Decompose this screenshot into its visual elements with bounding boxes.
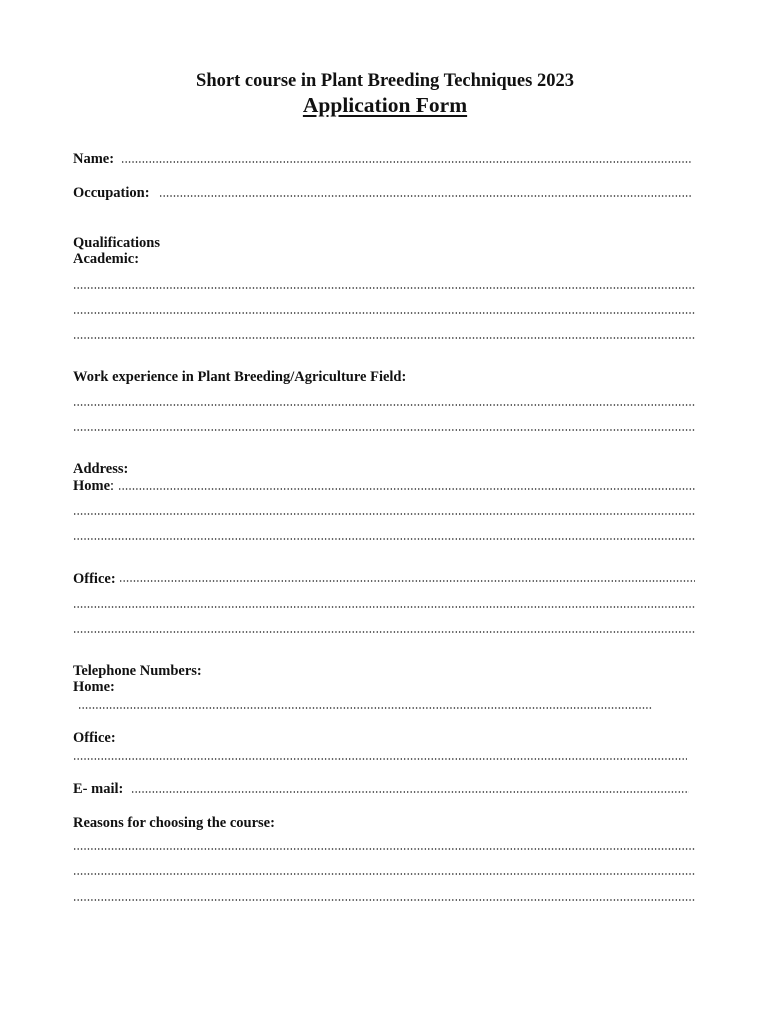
telephone-office-field-line[interactable]: [73, 757, 687, 761]
office-address-label: Office:: [73, 571, 116, 587]
academic-field-line-2[interactable]: [73, 311, 695, 315]
home-address-field-line-2[interactable]: [73, 512, 695, 516]
academic-label: Academic:: [73, 251, 140, 267]
address-label: Address:: [73, 461, 129, 477]
telephone-home-label: Home:: [73, 679, 115, 695]
telephone-numbers-label: Telephone Numbers:: [73, 663, 202, 679]
home-address-field-line-1[interactable]: [118, 487, 695, 491]
home-address-label-colon: :: [110, 478, 115, 494]
academic-field-line-3[interactable]: [73, 336, 695, 340]
qualifications-label: Qualifications: [73, 235, 161, 251]
reasons-field-line-3[interactable]: [73, 898, 695, 902]
reasons-label: Reasons for choosing the course:: [73, 815, 275, 831]
work-experience-label: Work experience in Plant Breeding/Agriculture Field:: [73, 369, 407, 385]
work-experience-field-line-2[interactable]: [73, 428, 695, 432]
telephone-home-field-line[interactable]: [78, 706, 652, 710]
office-address-field-line-3[interactable]: [73, 630, 695, 634]
occupation-field-line[interactable]: [159, 194, 691, 198]
academic-field-line-1[interactable]: [73, 286, 695, 290]
reasons-field-line-2[interactable]: [73, 872, 695, 876]
home-address-label: [73, 479, 114, 494]
home-address-field-line-3[interactable]: [73, 537, 695, 541]
office-address-field-line-1[interactable]: [119, 579, 695, 583]
work-experience-field-line-1[interactable]: [73, 403, 695, 407]
office-address-field-line-2[interactable]: [73, 605, 695, 609]
email-field-line[interactable]: [131, 790, 689, 794]
email-label: E- mail:: [73, 781, 124, 797]
course-title: Short course in Plant Breeding Techniques 2023: [196, 71, 574, 91]
name-field-line[interactable]: [121, 160, 691, 164]
reasons-field-line-1[interactable]: [73, 847, 695, 851]
name-label: Name:: [73, 151, 115, 167]
telephone-office-label: Office:: [73, 730, 116, 746]
occupation-label: Occupation:: [73, 185, 150, 201]
form-title: Application Form: [302, 93, 468, 117]
home-address-label-text: Home: [73, 478, 111, 494]
